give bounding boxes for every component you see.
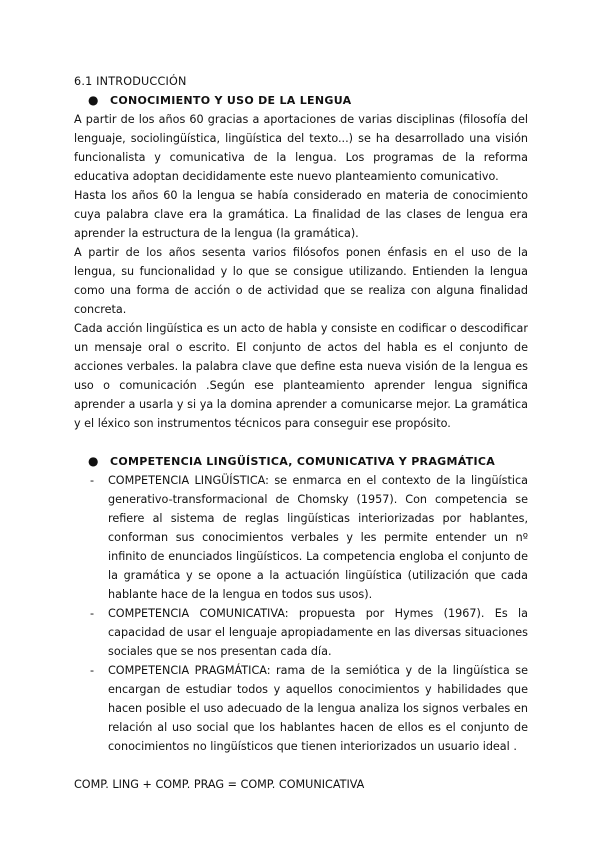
heading-text: COMPETENCIA LINGÜÍSTICA, COMUNICATIVA Y PRAGMÁTICA bbox=[110, 455, 496, 468]
dash-icon: - bbox=[90, 607, 95, 620]
heading-text: CONOCIMIENTO Y USO DE LA LENGUA bbox=[110, 94, 352, 107]
paragraph: A partir de los años 60 gracias a aportaciones de varias disciplinas (filosofía del lenguaje, sociolingüística, lingüística del texto...) se ha desarrollado una visión funcionalista y comunicativa de la lengua. Los programas de la reforma educativa adoptan decididamente este nuevo planteamiento comunicativo. bbox=[74, 113, 528, 183]
list-item-text: COMPETENCIA LINGÜÍSTICA: se enmarca en el contexto de la lingüística generativo-transformacional de Chomsky (1957). Con competencia se refiere al sistema de reglas lingüísticas interiorizadas por hablantes, conforman sus conocimientos verbales y les permite entender un nº infinito de enunciados lingüísticos. La competencia engloba el conjunto de la gramática y se opone a la actuación lingüística (utilización que cada hablante hace de la lengua en todos sus usos). bbox=[108, 474, 528, 601]
bullet-icon: ● bbox=[88, 93, 99, 107]
formula: COMP. LING + COMP. PRAG = COMP. COMUNICATIVA bbox=[74, 778, 365, 791]
heading-conocimiento-uso bbox=[74, 91, 528, 110]
bullet-icon: ● bbox=[88, 454, 99, 468]
heading-competencias bbox=[74, 452, 528, 471]
section-title: 6.1 INTRODUCCIÓN bbox=[74, 75, 187, 88]
competencias-list bbox=[74, 471, 528, 756]
document-page bbox=[74, 72, 528, 794]
list-item-text: COMPETENCIA PRAGMÁTICA: rama de la semiótica y de la lingüística se encargan de estudiar todos y aquellos conocimientos y habilidades que hacen posible el uso adecuado de la lengua analiza los signos verbales en relación al uso social que los hablantes hacen de ellos es el conjunto de conocimientos no lingüísticos que tienen interiorizados un usuario ideal . bbox=[108, 664, 528, 753]
paragraph: A partir de los años sesenta varios filósofos ponen énfasis en el uso de la lengua, su funcionalidad y lo que se consigue utilizando. Entienden la lengua como una forma de acción o de actividad que se realiza con alguna finalidad concreta. bbox=[74, 246, 528, 316]
list-item bbox=[74, 604, 528, 661]
list-item bbox=[74, 661, 528, 756]
paragraph: Cada acción lingüística es un acto de habla y consiste en codificar o descodificar un mensaje oral o escrito. El conjunto de actos del habla es el conjunto de acciones verbales. la palabra clave que define esta nueva visión de la lengua es uso o comunicación .Según ese planteamiento aprender lengua significa aprender a usarla y si ya la domina aprender a comunicarse mejor. La gramática y el léxico son instrumentos técnicos para conseguir ese propósito. bbox=[74, 322, 528, 430]
dash-icon: - bbox=[90, 664, 95, 677]
spacer bbox=[74, 433, 528, 452]
list-item bbox=[74, 471, 528, 604]
dash-icon: - bbox=[90, 474, 95, 487]
list-item-text: COMPETENCIA COMUNICATIVA: propuesta por Hymes (1967). Es la capacidad de usar el lenguaje apropiadamente en las diversas situaciones sociales que se nos presentan cada día. bbox=[108, 607, 528, 658]
paragraph: Hasta los años 60 la lengua se había considerado en materia de conocimiento cuya palabra clave era la gramática. La finalidad de las clases de lengua era aprender la estructura de la lengua (la gramática). bbox=[74, 189, 528, 240]
